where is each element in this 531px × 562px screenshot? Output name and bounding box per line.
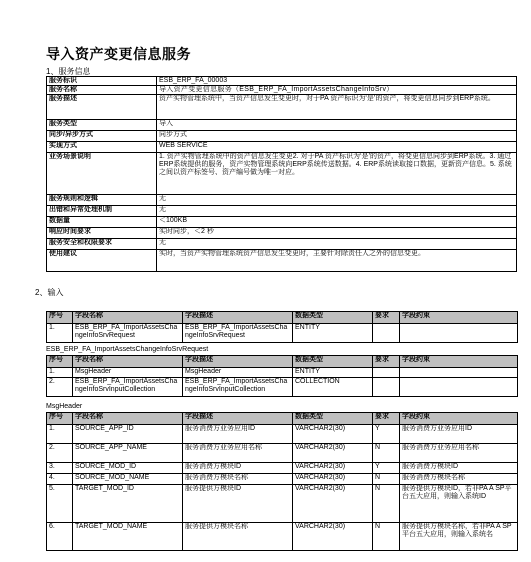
table-cell: SOURCE_APP_NAME	[73, 444, 183, 463]
service-info-value: 无	[157, 195, 517, 206]
table-cell: 4.	[47, 474, 73, 485]
table-row	[47, 523, 518, 551]
column-header: 数据类型	[293, 413, 373, 425]
table-cell	[400, 368, 518, 378]
table-row	[47, 368, 518, 378]
table-row	[47, 131, 517, 142]
table-row	[47, 228, 517, 239]
table-row	[47, 120, 517, 131]
table-cell: 1.	[47, 324, 73, 343]
table-cell: 服务消费方模块名称	[183, 474, 293, 485]
table-cell: N	[373, 523, 400, 551]
service-info-value: 无	[157, 206, 517, 217]
column-header: 字段约束	[400, 356, 518, 368]
table-cell: SOURCE_MOD_ID	[73, 463, 183, 474]
table-cell: 服务提供方模块ID，若非PA A SP平台五大应用，则输入系统ID	[400, 485, 518, 523]
service-info-label: 服务标识	[47, 77, 157, 86]
column-header: 序号	[47, 312, 73, 324]
service-info-label: 使用建议	[47, 250, 157, 272]
table-cell: MsgHeader	[183, 368, 293, 378]
table-cell: TARGET_MOD_NAME	[73, 523, 183, 551]
table-cell: 2.	[47, 378, 73, 397]
service-info-value: 1. 资产实物管理系统中的资产信息发生变更2. 对于PA 资产标识为‘是’的资产，将变更信息同步到ERP系统。3. 通过ERP系统提供的服务，资产实物管理系统向ERP系统传送数据。4. ERP系统读取接口数据，更新资产信息。5. 系统之间以资产标签号、资产编号做为唯一对应。	[157, 153, 517, 195]
section-heading-input: 2、输入	[35, 288, 64, 297]
table-cell: 6.	[47, 523, 73, 551]
service-info-label: 服务类型	[47, 120, 157, 131]
table-row	[47, 206, 517, 217]
column-header: 字段名称	[73, 413, 183, 425]
service-info-value: 同步方式	[157, 131, 517, 142]
service-info-label: 服务安全和权限要求	[47, 239, 157, 250]
table-row	[47, 485, 518, 523]
table-cell	[373, 368, 400, 378]
table-cell: 服务提供方模块名称	[183, 523, 293, 551]
service-info-value: ESB_ERP_FA_00003	[157, 77, 517, 86]
table-cell: VARCHAR2(30)	[293, 523, 373, 551]
page-title: 导入资产变更信息服务	[46, 46, 191, 62]
msgheader-table	[46, 412, 518, 551]
column-header: 要求	[373, 312, 400, 324]
table-cell: ESB_ERP_FA_ImportAssetsChangeInfoSrvRequest	[73, 324, 183, 343]
column-header: 字段描述	[183, 312, 293, 324]
table-cell: Y	[373, 425, 400, 444]
table-cell: 服务消费方业务应用ID	[183, 425, 293, 444]
column-header: 字段约束	[400, 312, 518, 324]
table-row	[47, 378, 518, 397]
table-cell: 5.	[47, 485, 73, 523]
table-cell: SOURCE_MOD_NAME	[73, 474, 183, 485]
column-header: 序号	[47, 413, 73, 425]
table-cell: 服务消费方模块ID	[183, 463, 293, 474]
section-heading-service-info: 1、服务信息	[46, 67, 91, 76]
service-info-value: 无	[157, 239, 517, 250]
table-cell	[373, 378, 400, 397]
table-cell: 服务消费方业务应用ID	[400, 425, 518, 444]
table-cell: N	[373, 474, 400, 485]
table-row	[47, 86, 517, 95]
table-row	[47, 95, 517, 120]
table-cell: 服务消费方模块名称	[400, 474, 518, 485]
table-cell: VARCHAR2(30)	[293, 485, 373, 523]
table-cell: 服务消费方业务应用名称	[400, 444, 518, 463]
table-cell: VARCHAR2(30)	[293, 474, 373, 485]
service-info-value: 导入	[157, 120, 517, 131]
table-row	[47, 474, 518, 485]
table-cell: 服务提供方模块ID	[183, 485, 293, 523]
table-cell	[373, 324, 400, 343]
table-row	[47, 250, 517, 272]
table-cell	[400, 324, 518, 343]
table-cell: TARGET_MOD_ID	[73, 485, 183, 523]
table-cell: 1.	[47, 425, 73, 444]
input-table	[46, 311, 518, 343]
service-info-label: 服务名称	[47, 86, 157, 95]
service-info-value: 资产实物管理系统中，当资产信息发生变更时，对于PA 资产标识为‘是’的资产，将变更信息同步到ERP系统。	[157, 95, 517, 120]
table-cell: VARCHAR2(30)	[293, 425, 373, 444]
table-row	[47, 153, 517, 195]
column-header: 要求	[373, 413, 400, 425]
table-row	[47, 217, 517, 228]
table-cell: 1.	[47, 368, 73, 378]
table-cell: N	[373, 485, 400, 523]
service-info-value: WEB SERVICE	[157, 142, 517, 153]
table-cell: COLLECTION	[293, 378, 373, 397]
table-cell: ESB_ERP_FA_ImportAssetsChangeInfoSrvRequest	[183, 324, 293, 343]
table-cell: ESB_ERP_FA_ImportAssetsChangeInfoSrvInputCollection	[73, 378, 183, 397]
service-info-label: 同步/异步方式	[47, 131, 157, 142]
table-cell: 服务提供方模块名称，若非PA A SP平台五大应用，则输入系统名	[400, 523, 518, 551]
table-row	[47, 324, 518, 343]
table-caption: ESB_ERP_FA_ImportAssetsChangeInfoSrvRequest	[46, 346, 209, 353]
table-caption: MsgHeader	[46, 403, 83, 410]
table-cell: VARCHAR2(30)	[293, 463, 373, 474]
service-info-label: 数据量	[47, 217, 157, 228]
service-info-value: ＜100KB	[157, 217, 517, 228]
table-cell: SOURCE_APP_ID	[73, 425, 183, 444]
table-row	[47, 463, 518, 474]
table-row	[47, 195, 517, 206]
service-info-label: 响应时间要求	[47, 228, 157, 239]
service-info-label: 服务规则和逻辑	[47, 195, 157, 206]
table-cell: N	[373, 444, 400, 463]
table-row	[47, 239, 517, 250]
request-table	[46, 355, 518, 397]
service-info-value: 实时，当资产实物管理系统资产信息发生变更时，主要针对除责任人之外的信息变更。	[157, 250, 517, 272]
column-header: 数据类型	[293, 356, 373, 368]
table-cell: VARCHAR2(30)	[293, 444, 373, 463]
table-cell: Y	[373, 463, 400, 474]
table-cell: 服务消费方业务应用名称	[183, 444, 293, 463]
table-header-row	[47, 413, 518, 425]
table-row	[47, 142, 517, 153]
table-row	[47, 77, 517, 86]
table-row	[47, 444, 518, 463]
table-cell: ENTITY	[293, 368, 373, 378]
service-info-table	[46, 76, 517, 272]
table-cell: 3.	[47, 463, 73, 474]
table-cell: 2.	[47, 444, 73, 463]
service-info-value: 导入资产变更信息服务（ESB_ERP_FA_ImportAssetsChangeInfoSrv）	[157, 86, 517, 95]
table-cell: ESB_ERP_FA_ImportAssetsChangeInfoSrvInputCollection	[183, 378, 293, 397]
column-header: 字段描述	[183, 356, 293, 368]
table-header-row	[47, 356, 518, 368]
service-info-label: 服务描述	[47, 95, 157, 120]
table-cell: MsgHeader	[73, 368, 183, 378]
column-header: 序号	[47, 356, 73, 368]
table-cell: 服务消费方模块ID	[400, 463, 518, 474]
column-header: 字段名称	[73, 356, 183, 368]
column-header: 字段名称	[73, 312, 183, 324]
service-info-label: 出错和异常处理机制	[47, 206, 157, 217]
column-header: 要求	[373, 356, 400, 368]
table-cell	[400, 378, 518, 397]
column-header: 数据类型	[293, 312, 373, 324]
column-header: 字段约束	[400, 413, 518, 425]
service-info-label: 业务场景说明	[47, 153, 157, 195]
table-row	[47, 425, 518, 444]
table-cell: ENTITY	[293, 324, 373, 343]
service-info-value: 实时同步，＜2 秒	[157, 228, 517, 239]
column-header: 字段描述	[183, 413, 293, 425]
table-header-row	[47, 312, 518, 324]
service-info-label: 实现方式	[47, 142, 157, 153]
